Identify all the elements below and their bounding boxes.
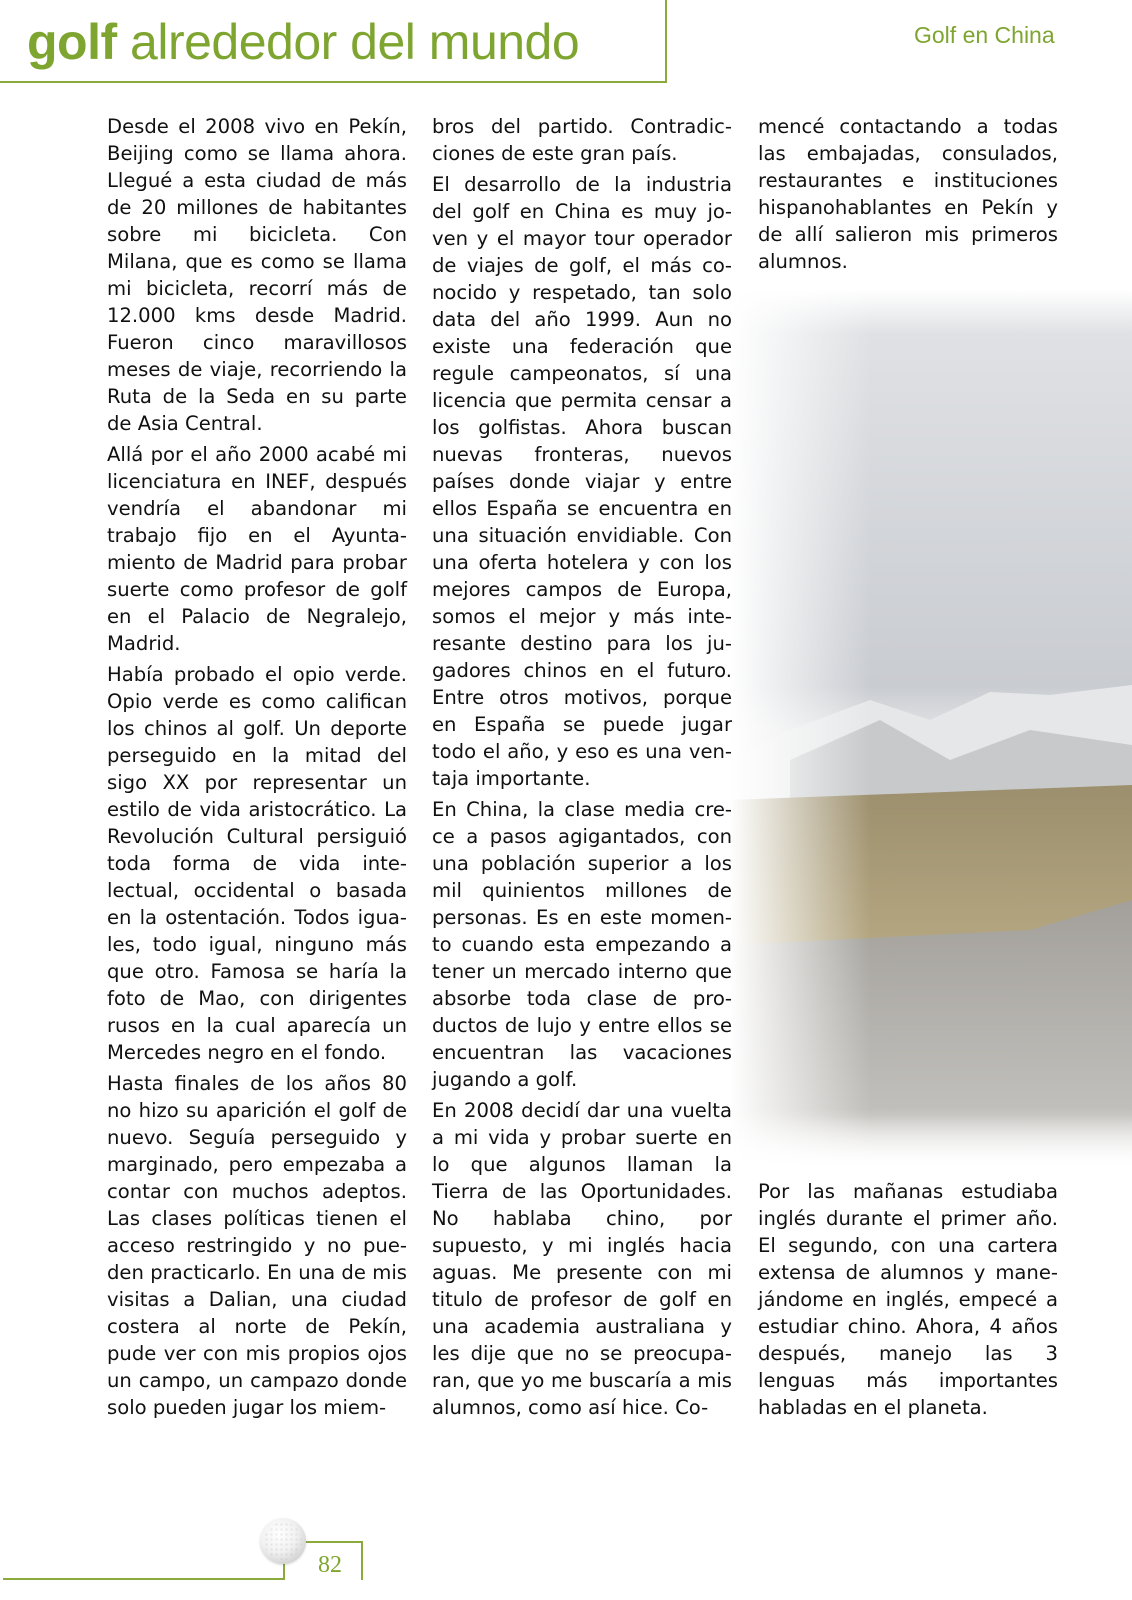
- paragraph: En 2008 decidí dar una vuelta a mi vida y probar suerte en lo que algunos llaman la Tierra de las Oportunidades. No hablaba chino, por supuesto, y mi inglés hacia aguas. Me presente con mi titulo de profesor de golf en una academia australiana y les dije que no se preocuparan, que yo me buscaría a mis alumnos, como así hice. Co-: [432, 1099, 732, 1419]
- page-title-bold: golf: [27, 14, 117, 70]
- header-frame-vertical-rule: [665, 0, 667, 83]
- footer-rule: [3, 1578, 285, 1580]
- paragraph: mencé contactando a todas las embajadas, consulados, restaurantes e instituciones hispanohablantes en Pekín y de allí salieron mis primeros alumnos.: [758, 115, 1058, 273]
- article-column-2: [432, 113, 732, 1425]
- paragraph: Hasta finales de los años 80 no hizo su aparición el golf de nuevo. Seguía perseguido y marginado, pero empezaba a contar con muchos adeptos. Las clases políticas tienen el acceso restringido y no pueden practicarlo. En una de mis visitas a Dalian, una ciudad costera al norte de Pekín, pude ver con mis propios ojos un campo, un campazo donde solo pueden jugar los miem-: [107, 1072, 407, 1419]
- paragraph: Por las mañanas estudiaba inglés durante el primer año. El segundo, con una cartera extensa de alumnos y manejándome en inglés, empecé a estudiar chino. Ahora, 4 años después, manejo las 3 lenguas más importantes habladas en el planeta.: [758, 1180, 1058, 1419]
- article-column-3-top: [758, 113, 1058, 279]
- page-title: [27, 12, 579, 72]
- page-title-rest: alrededor del mundo: [116, 14, 580, 70]
- header-frame-horizontal-rule: [0, 81, 667, 83]
- section-label: Golf en China: [914, 22, 1055, 48]
- paragraph: bros del partido. Contradicciones de este gran país.: [432, 115, 732, 165]
- paragraph: Allá por el año 2000 acabé mi licenciatura en INEF, después vendría el abandonar mi trabajo fijo en el Ayuntamiento de Madrid para probar suerte como profesor de golf en el Palacio de Negralejo, Madrid.: [107, 443, 407, 655]
- golf-ball-icon: [260, 1518, 306, 1564]
- page-number: 82: [318, 1552, 342, 1578]
- article-column-3-bottom: [758, 1178, 1058, 1425]
- paragraph: Desde el 2008 vivo en Pekín, Beijing como se llama ahora. Llegué a esta ciudad de más de 20 millones de habitantes sobre mi bicicleta. Con Milana, que es como se llama mi bicicleta, recorrí más de 12.000 kms desde Madrid. Fueron cinco maravillosos meses de viaje, recorriendo la Ruta de la Seda en su parte de Asia Central.: [107, 115, 407, 435]
- paragraph: Había probado el opio verde. Opio verde es como califican los chinos al golf. Un deporte perseguido en la mitad del sigo XX por representar un estilo de vida aristocrático. La Revolución Cultural persiguió toda forma de vida intelectual, occidental o basada en la ostentación. Todos iguales, todo igual, ninguno más que otro. Famosa se haría la foto de Mao, con dirigentes rusos en la cual aparecía un Mercedes negro en el fondo.: [107, 663, 407, 1064]
- paragraph: El desarrollo de la industria del golf en China es muy joven y el mayor tour operador de viajes de golf, el más conocido y respetado, tan solo data del año 1999. Aun no existe una federación que regule campeonatos, sí una licencia que permita censar a los golfistas. Ahora buscan nuevas fronteras, nuevos países donde viajar y entre ellos España se encuentra en una situación envidiable. Con una oferta hotelera y con los mejores campos de Europa, somos el mejor y más interesante destino para los jugadores chinos en el futuro. Entre otros motivos, porque en España se puede jugar todo el año, y eso es una ventaja importante.: [432, 173, 732, 790]
- landscape-photo: [730, 290, 1132, 1170]
- paragraph: En China, la clase media crece a pasos agigantados, con una población superior a los mil quinientos millones de personas. Es en este momento cuando esta empezando a tener un mercado interno que absorbe toda clase de productos de lujo y entre ellos se encuentran las vacaciones jugando a golf.: [432, 798, 732, 1091]
- article-column-1: [107, 113, 407, 1425]
